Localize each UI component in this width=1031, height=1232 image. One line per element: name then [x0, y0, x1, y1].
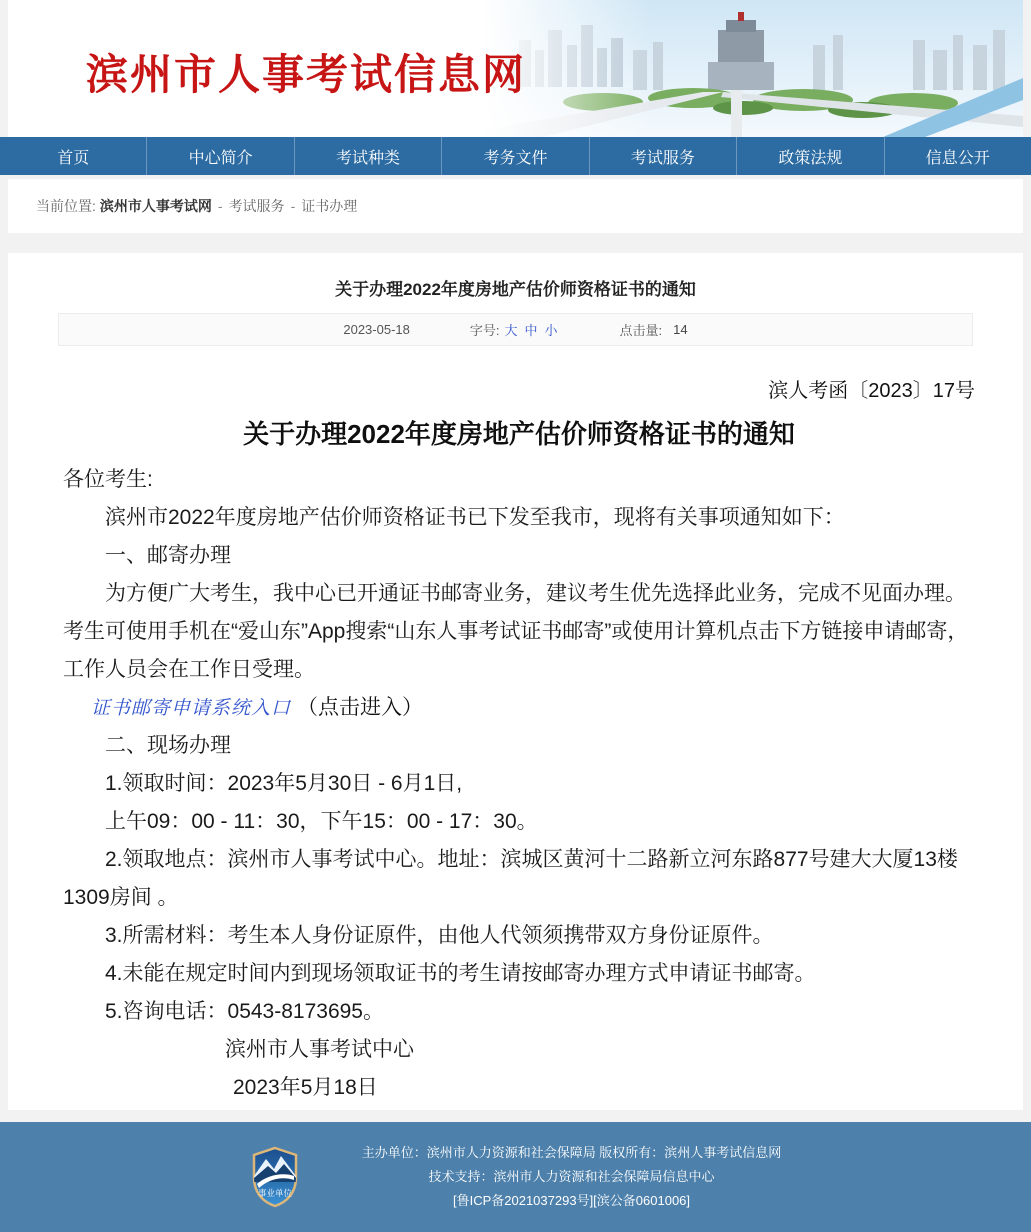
paragraph-materials: 3.所需材料：考生本人身份证原件，由他人代领须携带双方身份证原件。 [105, 924, 774, 947]
site-footer [0, 1122, 1031, 1232]
paragraph-link-line [63, 689, 975, 727]
nav-item-policies[interactable]: 政策法规 [736, 137, 883, 175]
footer-line-host: 主办单位：滨州市人力资源和社会保障局 版权所有：滨州人事考试信息网 [361, 1145, 782, 1160]
certificate-mail-system-link[interactable]: 证书邮寄申请系统入口 [91, 697, 292, 719]
section-heading-onsite: 二、现场办理 [105, 734, 231, 757]
article-title: 关于办理2022年度房地产估价师资格证书的通知 [243, 419, 795, 449]
breadcrumb-separator: - [217, 198, 223, 214]
nav-item-exam-services[interactable]: 考试服务 [589, 137, 736, 175]
section-heading-mail: 一、邮寄办理 [105, 544, 231, 567]
nav-item-info-disclosure[interactable]: 信息公开 [884, 137, 1031, 175]
document-number: 滨人考函〔2023〕17号 [768, 380, 975, 402]
breadcrumb [8, 179, 1023, 233]
paragraph-missed-pickup: 4.未能在规定时间内到现场领取证书的考生请按邮寄办理方式申请证书邮寄。 [105, 962, 816, 985]
site-logo-title: 滨州市人事考试信息网 [86, 51, 527, 98]
hit-count [620, 320, 688, 339]
article-container [8, 253, 1023, 1110]
site-header [8, 0, 1023, 137]
article-meta-bar [58, 313, 973, 346]
breadcrumb-section-link[interactable]: 考试服务 [228, 198, 285, 214]
institution-badge-icon [250, 1146, 300, 1208]
paragraph-salutation: 各位考生: [63, 468, 153, 491]
main-nav [0, 137, 1031, 175]
signature-date: 2023年5月18日 [233, 1076, 378, 1099]
font-size-medium-link[interactable]: 中 [524, 323, 538, 338]
nav-item-exam-documents[interactable]: 考务文件 [441, 137, 588, 175]
publish-date: 2023-05-18 [343, 322, 410, 337]
paragraph-intro: 滨州市2022年度房地产估价师资格证书已下发至我市，现将有关事项通知如下： [105, 506, 845, 529]
footer-line-support: 技术支持：滨州市人力资源和社会保障局信息中心 [428, 1169, 715, 1184]
breadcrumb-separator: - [290, 198, 296, 214]
article-list-title: 关于办理2022年度房地产估价师资格证书的通知 [335, 280, 696, 299]
paragraph-mail-details: 为方便广大考生，我中心已开通证书邮寄业务，建议考生优先选择此业务，完成不见面办理。考生可使用手机在“爱山东”App搜索“山东人事考试证书邮寄”或使用计算机点击下方链接申请邮寄，工作人员会在工作日受理。 [63, 582, 969, 681]
font-size-small-link[interactable]: 小 [544, 323, 558, 338]
article-body [8, 372, 1023, 1107]
paragraph-phone: 5.咨询电话：0543-8173695。 [105, 1000, 384, 1023]
breadcrumb-page-link[interactable]: 证书办理 [301, 198, 358, 214]
font-size-control [470, 320, 560, 339]
nav-item-home[interactable]: 首页 [57, 149, 90, 167]
badge-label: 事业单位 [257, 1188, 292, 1198]
nav-item-center-intro[interactable]: 中心简介 [146, 137, 293, 175]
link-suffix-text: （点击进入） [297, 696, 424, 719]
footer-line-icp: [鲁ICP备2021037293号][滨公备0601006] [452, 1193, 691, 1208]
footer-text [362, 1141, 782, 1213]
font-size-large-link[interactable]: 大 [504, 323, 518, 338]
header-cityscape-image [483, 0, 1023, 137]
paragraph-pickup-time: 1.领取时间：2023年5月30日 - 6月1日, [105, 772, 463, 795]
paragraph-pickup-hours: 上午09：00 - 11：30，下午15：00 - 17：30。 [105, 810, 538, 833]
signature-org: 滨州市人事考试中心 [225, 1038, 414, 1061]
breadcrumb-prefix: 当前位置: [36, 198, 96, 214]
font-size-label: 字号: [469, 323, 500, 338]
nav-item-exam-types[interactable]: 考试种类 [294, 137, 441, 175]
hit-count-label: 点击量: [619, 323, 663, 338]
breadcrumb-site-link[interactable]: 滨州市人事考试网 [99, 198, 212, 214]
paragraph-pickup-location: 2.领取地点：滨州市人事考试中心。地址：滨城区黄河十二路新立河东路877号建大大厦13楼1309房间 。 [63, 848, 958, 909]
hit-count-value: 14 [673, 322, 688, 337]
